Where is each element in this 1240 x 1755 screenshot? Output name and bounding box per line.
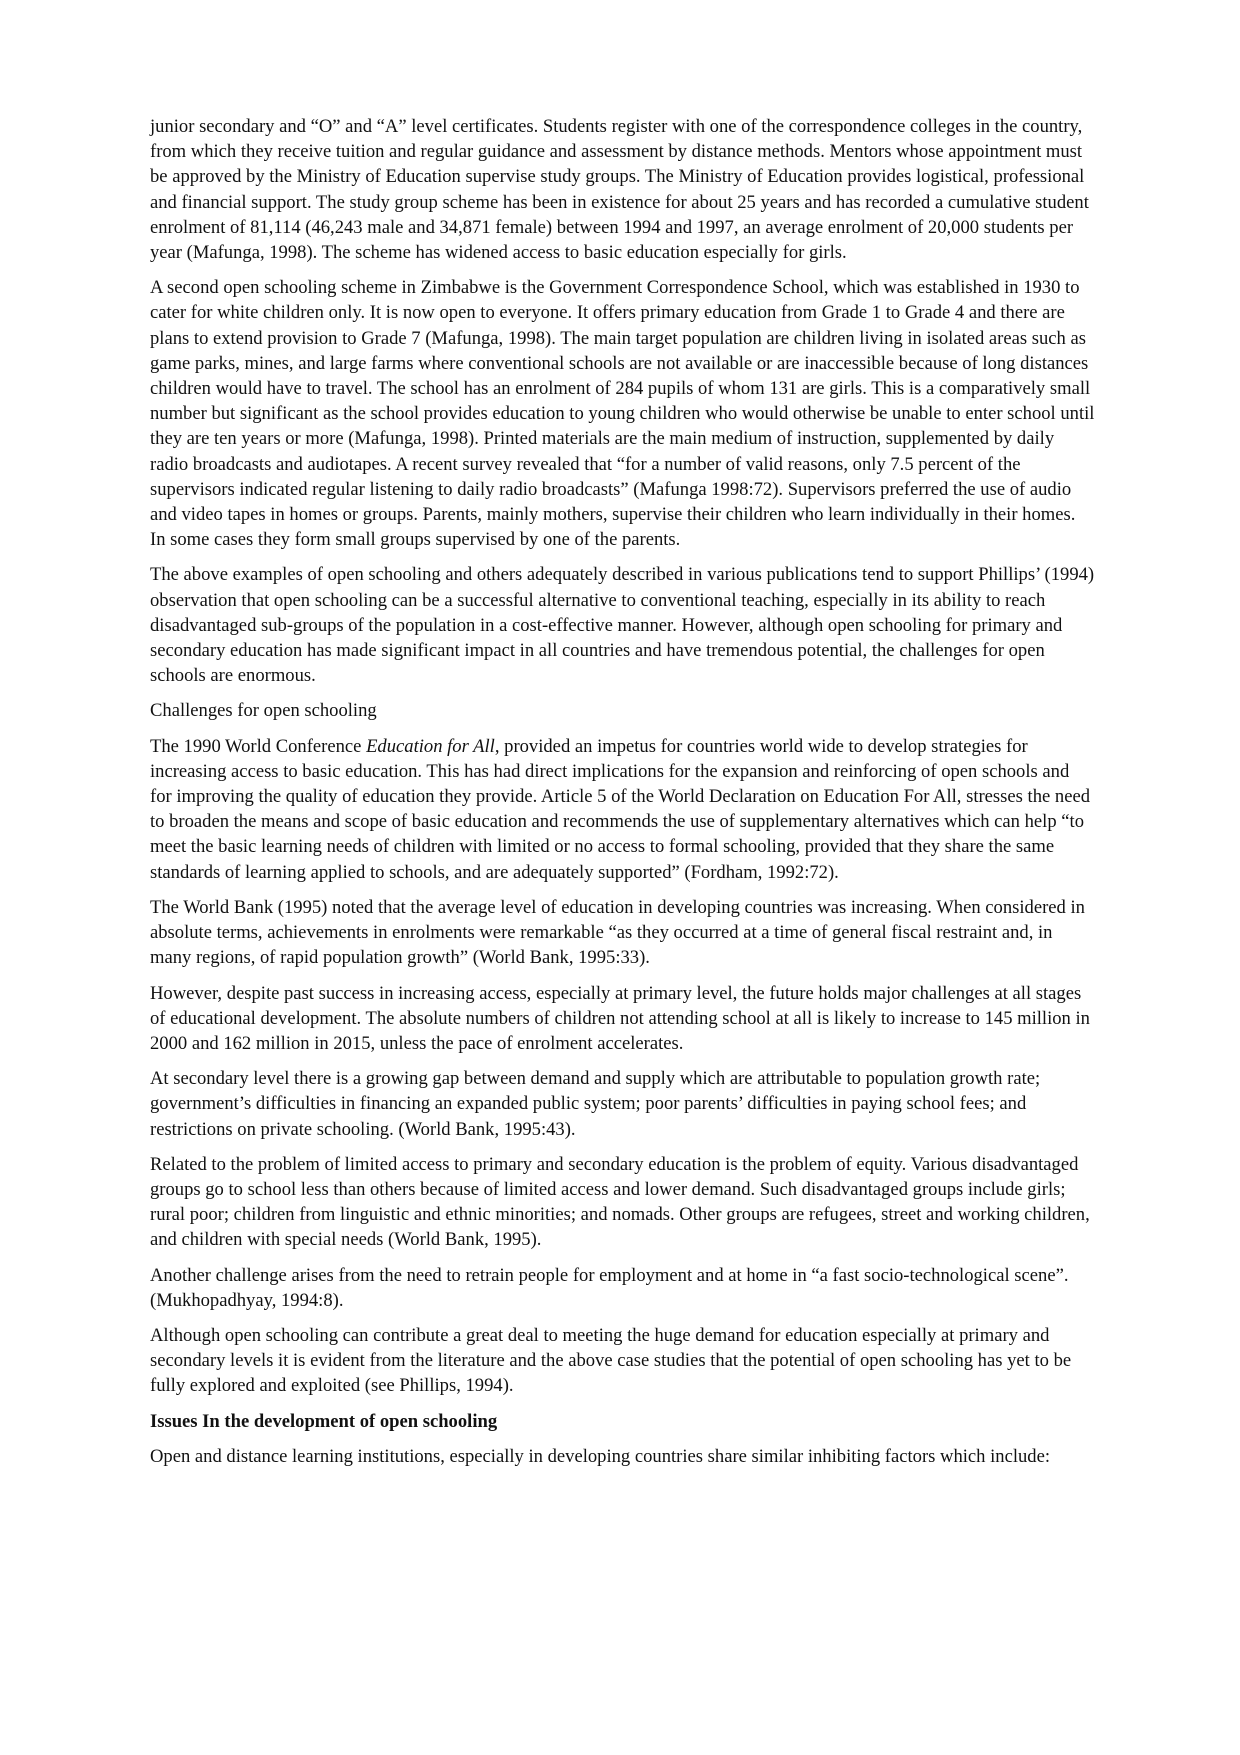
paragraph-correspondence-school: A second open schooling scheme in Zimbabwe is the Government Correspondence School, which was established in 1930 to cater for white children only. It is now open to everyone. It offers primary education from Grade 1 to Grade 4 and there are plans to extend provision to Grade 7 (Mafunga, 1998). The main target population are children living in isolated areas such as game parks, mines, and large farms where conventional schools are not available or are inaccessible because of long distances children would have to travel. The school has an enrolment of 284 pupils of whom 131 are girls. This is a comparatively small number but significant as the school provides education to young children who would otherwise be unable to enter school until they are ten years or more (Mafunga, 1998). Printed materials are the main medium of instruction, supplemented by daily radio broadcasts and audiotapes. A recent survey revealed that “for a number of valid reasons, only 7.5 percent of the supervisors indicated regular listening to daily radio broadcasts” (Mafunga 1998:72). Supervisors preferred the use of audio and video tapes in homes or groups. Parents, mainly mothers, supervise their children who learn individually in their homes. In some cases they form small groups supervised by one of the parents. xyxy=(150,277,1095,551)
section-heading-challenges: Challenges for open schooling xyxy=(150,700,377,722)
paragraph-future-challenges: However, despite past success in increasing access, especially at primary level, the future holds major challenges at all stages of educational development. The absolute numbers of children not attending school at all is likely to increase to 145 million in 2000 and 162 million in 2015, unless the pace of enrolment accelerates. xyxy=(150,982,1090,1054)
section-heading-issues: Issues In the development of open schooling xyxy=(150,1410,498,1432)
paragraph-inhibiting-factors: Open and distance learning institutions, especially in developing countries share similar inhibiting factors which include: xyxy=(150,1445,1051,1467)
document-page xyxy=(150,114,1095,1479)
paragraph-equity: Related to the problem of limited access to primary and secondary education is the problem of equity. Various disadvantaged groups go to school less than others because of limited access and lower demand. Such disadvantaged groups include girls; rural poor; children from linguistic and ethnic minorities; and nomads. Other groups are refugees, street and working children, and children with special needs (World Bank, 1995). xyxy=(150,1153,1090,1251)
paragraph-study-group-scheme: junior secondary and “O” and “A” level certificates. Students register with one of the correspondence colleges in the country, from which they receive tuition and regular guidance and assessment by distance methods. Mentors whose appointment must be approved by the Ministry of Education supervise study groups. The Ministry of Education provides logistical, professional and financial support. The study group scheme has been in existence for about 25 years and has recorded a cumulative student enrolment of 81,114 (46,243 male and 34,871 female) between 1994 and 1997, an average enrolment of 20,000 students per year (Mafunga, 1998). The scheme has widened access to basic education especially for girls. xyxy=(150,116,1089,264)
paragraph-retraining: Another challenge arises from the need to retrain people for employment and at home in “a fast socio-technological scene”. (Mukhopadhyay, 1994:8). xyxy=(150,1264,1069,1311)
paragraph-secondary-level-gap: At secondary level there is a growing gap between demand and supply which are attributable to population growth rate; government’s difficulties in financing an expanded public system; poor parents’ difficulties in paying school fees; and restrictions on private schooling. (World Bank, 1995:43). xyxy=(150,1068,1041,1140)
paragraph-world-conference-rest: , provided an impetus for countries world wide to develop strategies for increasing access to basic education. This has had direct implications for the expansion and reinforcing of open schools and for improving the quality of education they provide. Article 5 of the World Declaration on Education For All, stresses the need to broaden the means and scope of basic education and recommends the use of supplementary alternatives which can help “to meet the basic learning needs of children with limited or no access to formal schooling, provided that they share the same standards of learning applied to schools, and are adequately supported” (Fordham, 1992:72). xyxy=(150,735,1091,883)
paragraph-world-conference-start: The 1990 World Conference xyxy=(150,735,367,757)
paragraph-world-bank-1995: The World Bank (1995) noted that the average level of education in developing countries was increasing. When considered in absolute terms, achievements in enrolments were remarkable “as they occurred at a time of general fiscal restraint and, in many regions, of rapid population growth” (World Bank, 1995:33). xyxy=(150,896,1085,969)
paragraph-open-schooling-examples: The above examples of open schooling and others adequately described in various publications tend to support Phillips’ (1994) observation that open schooling can be a successful alternative to conventional teaching, especially in its ability to reach disadvantaged sub-groups of the population in a cost-effective manner. However, although open schooling for primary and secondary education has made significant impact in all countries and have tremendous potential, the challenges for open schools are enormous. xyxy=(150,564,1095,687)
paragraph-world-conference-title: Education for All xyxy=(366,735,495,757)
paragraph-world-conference xyxy=(150,734,1095,885)
paragraph-potential: Although open schooling can contribute a great deal to meeting the huge demand for education especially at primary and secondary levels it is evident from the literature and the above case studies that the potential of open schooling has yet to be fully explored and exploited (see Phillips, 1994). xyxy=(150,1324,1072,1397)
